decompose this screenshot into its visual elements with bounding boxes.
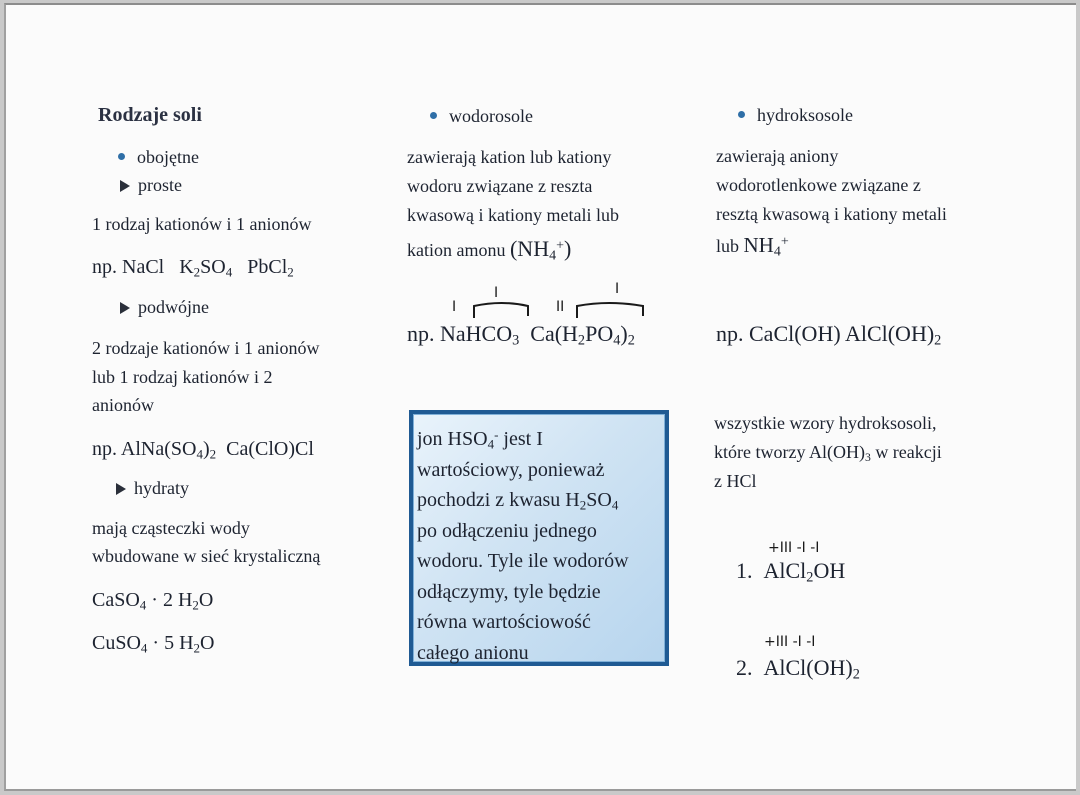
info-box [409,410,669,666]
info-line: po odłączeniu jednego [417,519,597,542]
hydroxy-salts-example: np. CaCl(OH) $AlCl(OH)_2$ [716,321,942,349]
handwritten-mark: I [452,299,457,315]
info-line: równa wartościowość [417,611,591,633]
desc-double-line1: 2 rodzaje kationów i 1 anionów [92,338,320,358]
acid-salts-line1: zawierają kation lub kationy [407,147,612,167]
arrow-bullet-icon [116,483,126,495]
question-line2: które tworzy $Al(OH)_3$ w reakcji [714,442,942,464]
desc-hydrates-line2: wbudowane w sieć krystaliczną [92,546,321,566]
answer-2: 2. $AlCl(OH)_2$ [736,655,860,683]
handwritten-oxidation-states: +III -I -I [764,634,816,650]
section-title: Rodzaje soli [98,104,202,126]
bullet-icon [118,153,125,160]
bullet-acid-salts: wodorosole [430,106,533,128]
subitem-hydrates: hydraty [116,478,189,500]
bullet-icon [738,111,745,118]
info-line: odłączymy, tyle będzie [417,580,601,603]
note-page [4,3,1076,791]
acid-salts-line4: kation amonu $(NH_4^+)$ [407,236,572,264]
answer-1: 1. AlCl$_2$OH [736,558,846,586]
acid-salts-line3: kwasową i kationy metali lub [407,205,619,225]
hydrate-example-1: CaSO$_4$ · 2 $H_2O$ [92,589,214,613]
info-line: wodoru. Tyle ile wodorów [417,550,629,572]
acid-salts-line2: wodoru związane z reszta [407,176,593,196]
bullet-neutral-salts: obojętne [118,147,199,169]
handwritten-mark: II [556,299,565,315]
subitem-simple: proste [120,175,182,197]
arrow-bullet-icon [120,180,130,192]
info-line: całego anionu [417,641,529,664]
info-line: wartościowy, ponieważ [417,458,605,481]
subitem-double: podwójne [120,297,209,319]
bullet-hydroxy-salts: hydroksosole [738,105,853,127]
handwritten-bracket-icon [575,302,647,320]
arrow-bullet-icon [120,302,130,314]
example-simple: np. NaCl $K_2SO_4$ PbCl$_2$ [92,256,294,280]
bullet-icon [430,112,437,119]
info-line: pochodzi z kwasu $H_2SO_4$ [417,489,619,513]
desc-double-line2: lub 1 rodzaj kationów i 2 [92,367,273,387]
hydroxy-salts-line4: lub $NH_4^+$ [716,233,789,260]
desc-double-line3: anionów [92,395,154,415]
acid-salts-example: np. NaHCO$_3$ $Ca(H_2PO_4)_2$ [407,321,635,349]
handwritten-mark: I [494,285,499,301]
handwritten-mark: I [615,281,620,297]
question-line3: z HCl [714,471,757,491]
handwritten-bracket-icon [472,302,532,320]
example-double: np. $AlNa(SO_4)_2$ Ca(ClO)Cl [92,438,314,462]
question-line1: wszystkie wzory hydroksosoli, [714,413,937,433]
hydroxy-salts-line3: resztą kwasową i kationy metali [716,204,947,224]
handwritten-oxidation-states: +III -I -I [768,540,820,556]
desc-simple: 1 rodzaj kationów i 1 anionów [92,214,312,234]
hydrate-example-2: CuSO$_4$ · 5 $H_2O$ [92,632,215,656]
info-line: jon $HSO_4^-$ jest I [417,427,543,452]
hydroxy-salts-line2: wodorotlenkowe związane z [716,175,921,195]
desc-hydrates-line1: mają cząsteczki wody [92,518,250,538]
hydroxy-salts-line1: zawierają aniony [716,146,839,166]
